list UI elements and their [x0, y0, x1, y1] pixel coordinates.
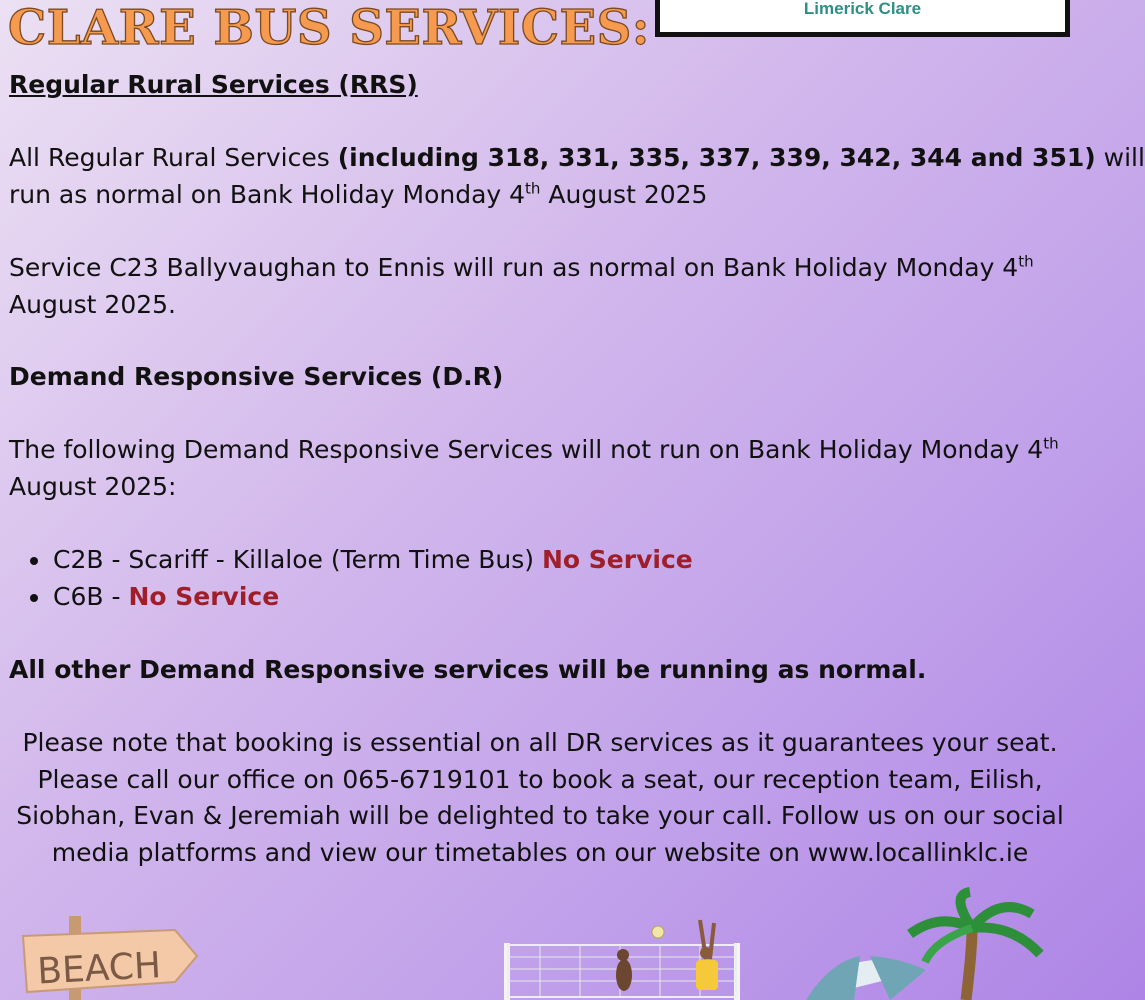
booking-note-line: Please call our office on 065-6719101 to book a seat, our reception team, Eilish, [37, 764, 1043, 794]
rrs-text-end: will [1095, 143, 1145, 172]
service-name: C2B - Scariff - Killaloe (Term Time Bus) [53, 545, 542, 574]
dr-others-note: All other Demand Responsive services will be running as normal. [9, 655, 927, 684]
service-status: No Service [128, 581, 280, 611]
rrs-date-line: run as normal on Bank Holiday Monday 4 [9, 179, 526, 209]
ordinal-suffix: th [525, 179, 541, 198]
c23-paragraph [9, 250, 1034, 323]
ordinal-suffix: th [1018, 252, 1034, 271]
rrs-heading: Regular Rural Services (RRS) [9, 70, 418, 99]
dr-service-list [53, 542, 693, 615]
rrs-text: All Regular Rural Services [9, 143, 338, 172]
dr-intro-text: The following Demand Responsive Services will not run on Bank Holiday Monday 4 [9, 435, 1044, 464]
page-title: CLARE BUS SERVICES: [8, 0, 650, 56]
rrs-date-month: August 2025 [540, 179, 708, 209]
dr-intro [9, 432, 1059, 505]
service-status: No Service [542, 545, 693, 574]
booking-note-line: Siobhan, Evan & Jeremiah will be delighted to take your call. Follow us on our social [16, 801, 1064, 830]
rrs-route-list: (including 318, 331, 335, 337, 339, 342, 344 and 351) [337, 143, 1096, 172]
c23-text: Service C23 Ballyvaughan to Ennis will run as normal on Bank Holiday Monday 4 [9, 253, 1019, 282]
booking-note-line: media platforms and view our timetables on our website on www.locallinklc.ie [51, 837, 1029, 867]
dr-heading: Demand Responsive Services (D.R) [9, 362, 504, 391]
rrs-paragraph [9, 140, 1145, 213]
logo-box [655, 0, 1070, 37]
beach-sign-text: BEACH [36, 945, 162, 993]
logo-text: Limerick Clare [803, 0, 922, 18]
dr-intro-date: August 2025: [9, 471, 177, 501]
c23-date-month: August 2025. [9, 289, 177, 319]
list-item [53, 579, 693, 616]
list-item [53, 542, 693, 579]
ordinal-suffix: th [1043, 434, 1059, 453]
beach-sign-illustration [15, 912, 205, 1000]
service-name: C6B - [53, 581, 129, 611]
booking-note [8, 725, 1072, 871]
booking-note-line: Please note that booking is essential on all DR services as it guarantees your seat. [22, 728, 1058, 757]
volleyball-illustration [500, 915, 745, 1000]
umbrella-palm-illustration [800, 890, 1050, 1000]
